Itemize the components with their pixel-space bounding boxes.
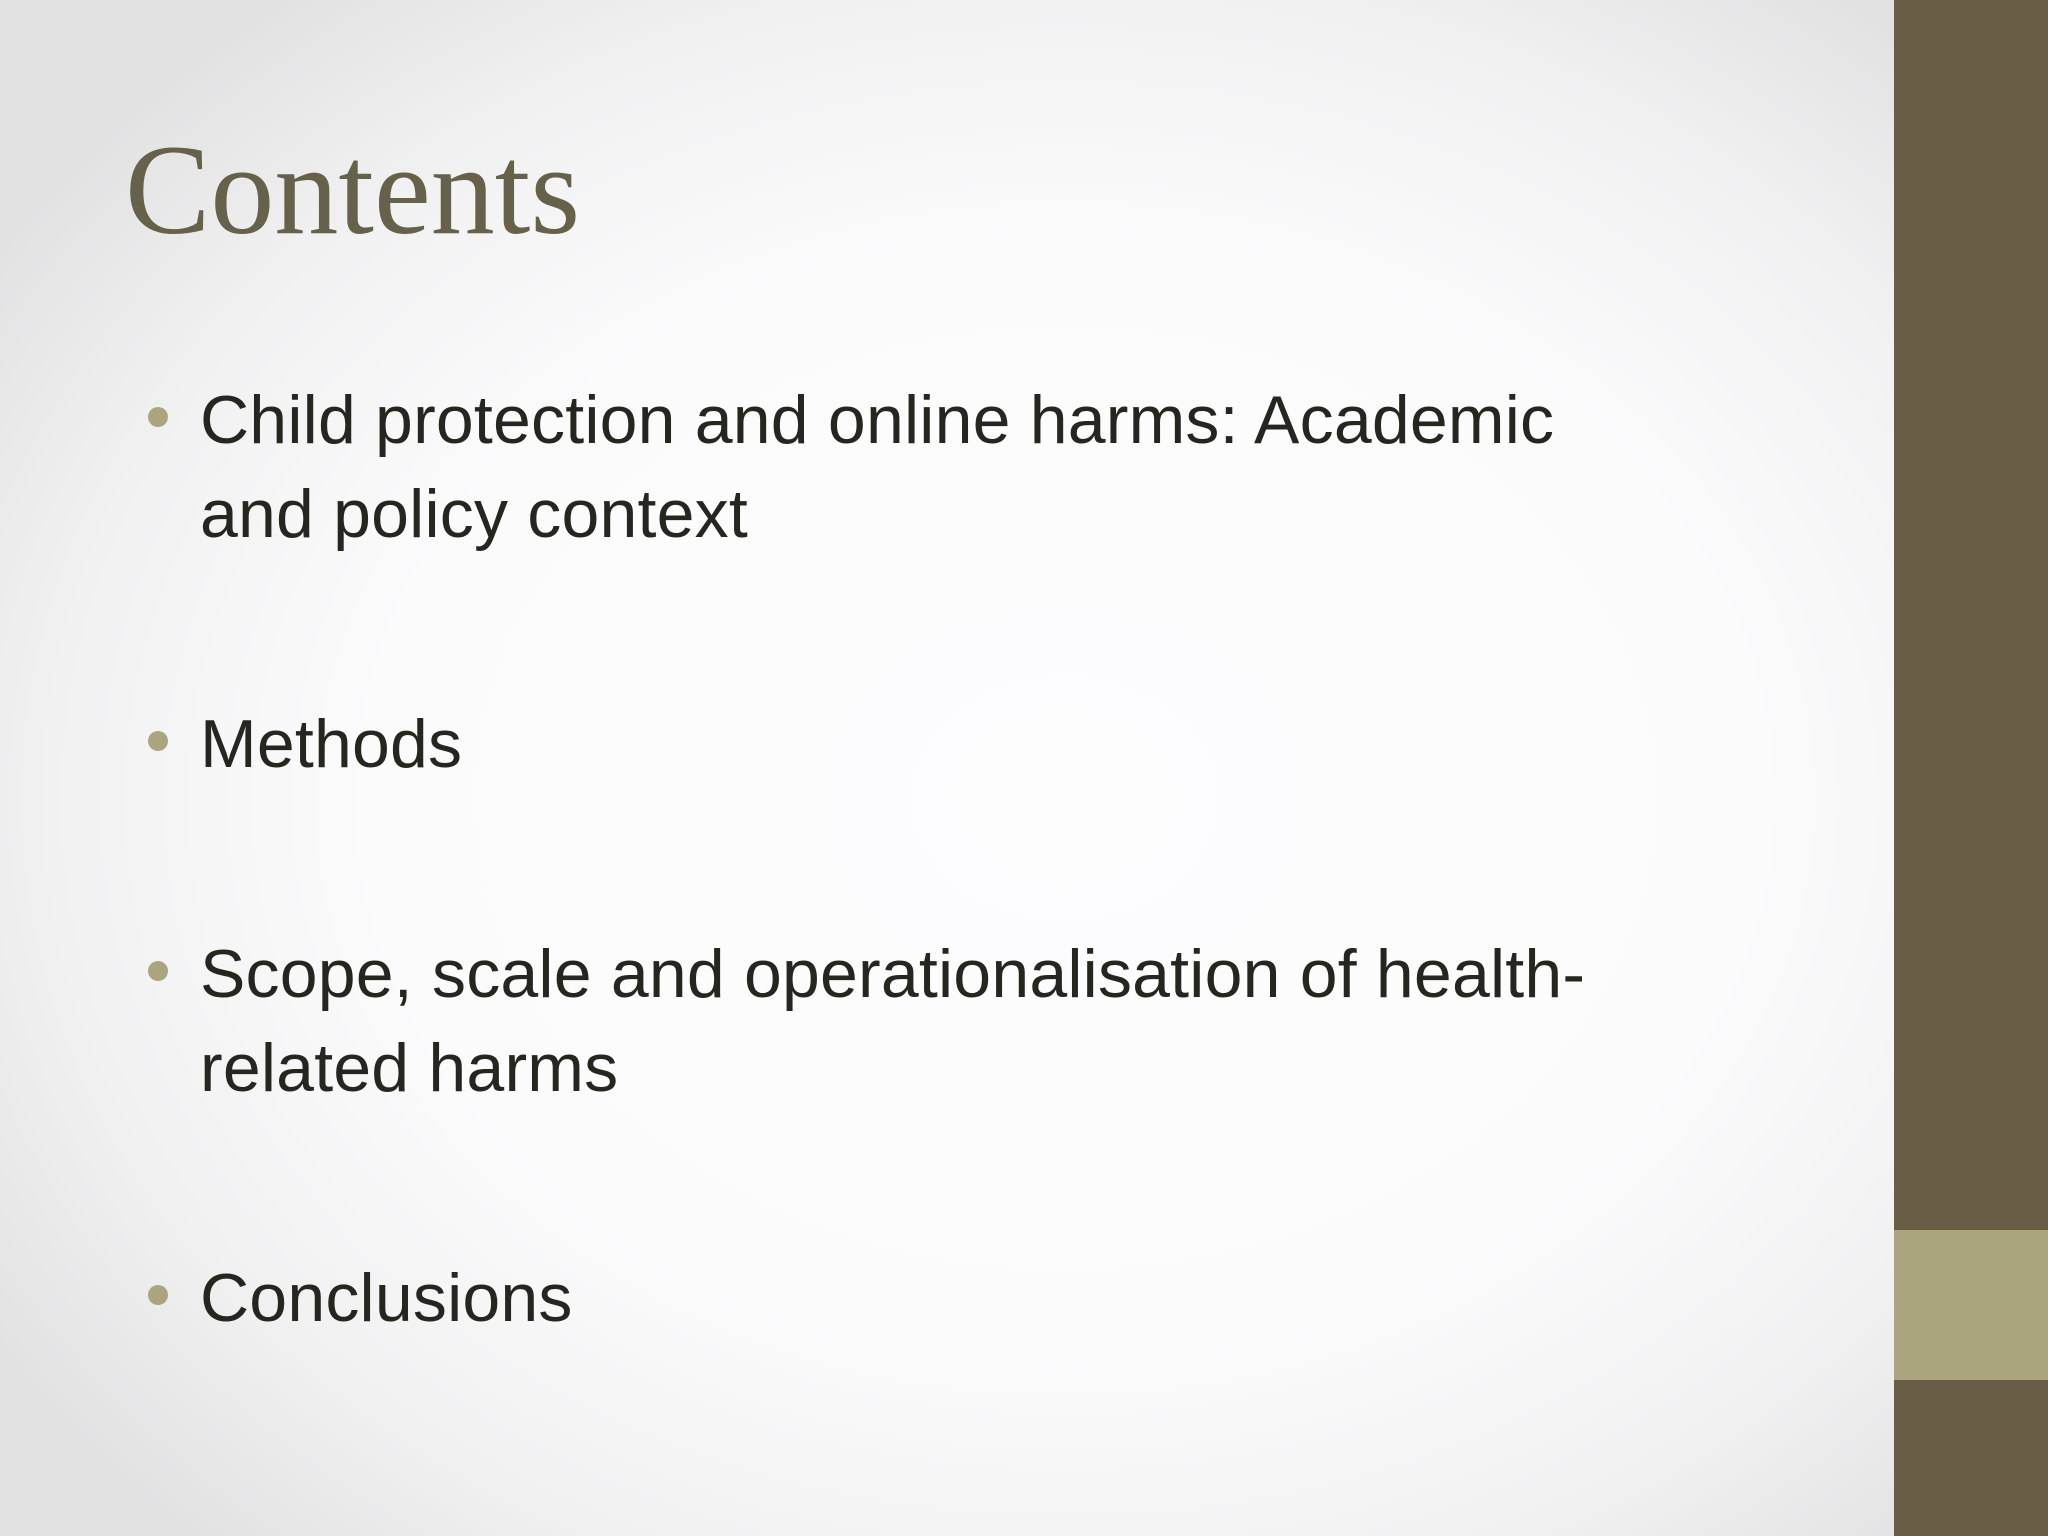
list-item-text <box>200 1251 573 1345</box>
list-item-line: Conclusions <box>200 1260 573 1336</box>
list-item-line: and policy context <box>200 476 748 552</box>
side-accent <box>1894 1230 2048 1380</box>
list-item-text <box>200 697 462 791</box>
list-item-line: Child protection and online harms: Academic <box>200 382 1555 458</box>
list-item-line: Scope, scale and operationalisation of health- <box>200 936 1586 1012</box>
list-item-text <box>200 373 1554 561</box>
bullet-icon <box>148 961 168 981</box>
list-item-methods <box>148 697 1708 791</box>
bullet-icon <box>148 731 168 751</box>
bullet-icon <box>148 407 168 427</box>
slide-title: Contents <box>125 119 581 261</box>
bullet-icon <box>148 1285 168 1305</box>
list-item-context <box>148 373 1708 561</box>
list-item-scope <box>148 927 1708 1115</box>
list-item-text <box>200 927 1585 1115</box>
list-item-line: Methods <box>200 706 463 782</box>
list-item-conclusions <box>148 1251 1708 1345</box>
list-item-line: related harms <box>200 1030 619 1106</box>
